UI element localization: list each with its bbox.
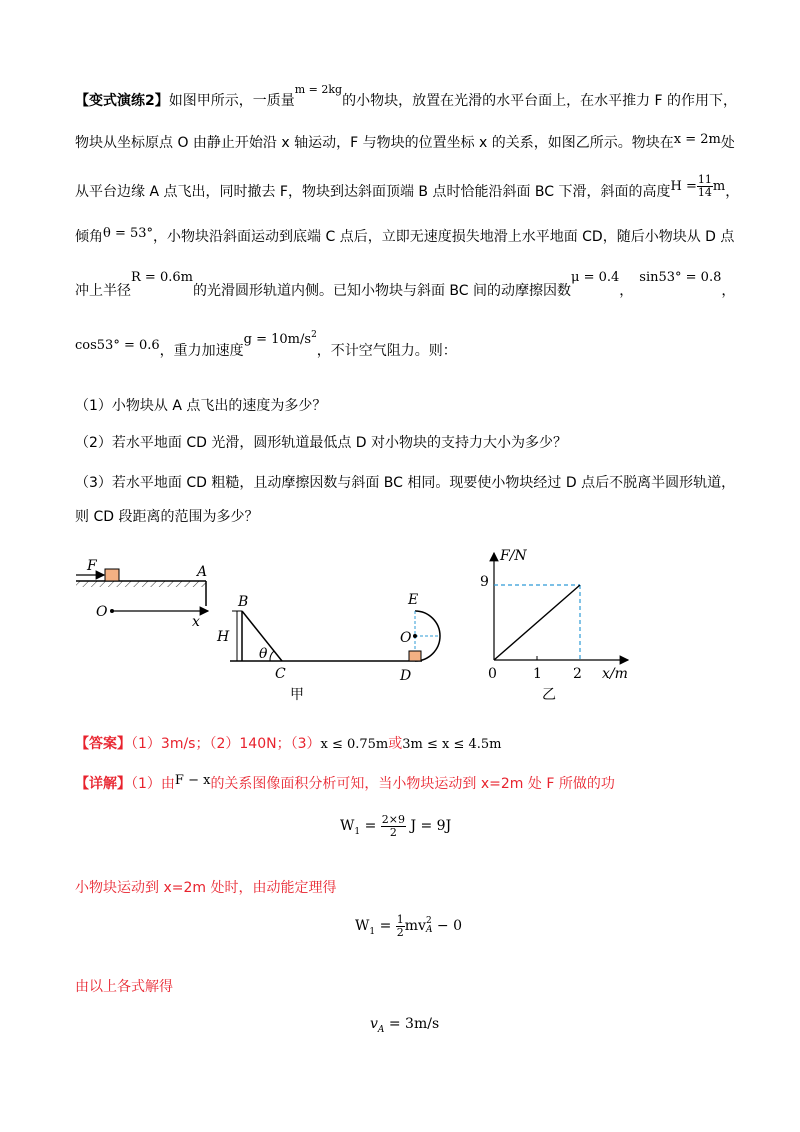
label-D: D [400,668,412,684]
label-B: B [238,594,249,610]
problem-tag: 【变式演练2】 [75,93,169,109]
plot-area [494,585,580,660]
block-d [409,651,421,661]
tick-x-1: 1 [533,666,542,682]
series-line [494,585,580,660]
answer-line: 【答案】（1）3m/s；（2）140N；（3）x ≤ 0.75m或3m ≤ x ≤ 4.5m [75,736,502,752]
label-C: C [275,666,286,682]
y-axis-label: F/N [500,548,527,564]
platform-hatch [76,581,206,587]
figure-yi [470,545,640,685]
equation-2: $W_1$ = $\frac{1}{2}$ mv 2 A − 0 [355,913,462,939]
equation-1: $W_1$ = $\frac{2\times 9}{2}$ J = 9J [340,813,452,839]
equation-3: $v_A = 3m/s$ [370,1016,440,1035]
question-3-cont: 则 CD 段距离的范围为多少？ [75,509,259,525]
problem-line-6: cos53° = 0.6，重力加速度$g = 10m/s^2$，不计空气阻力。则： [75,330,457,359]
question-3: （3）若水平地面 CD 粗糙，且动摩擦因数与斜面 BC 相同。现要使小物块经过 D 点后不脱离半圆形轨道， [75,475,736,491]
theta-arc [270,651,274,661]
problem-line-5: 冲上半径R = 0.6m的光滑圆形轨道内侧。已知小物块与斜面 BC 间的动摩擦因数μ = 0.4，sin53° = 0.8， [75,270,736,299]
label-O: O [96,604,108,620]
caption-jia: 甲 [290,687,304,703]
detail-line-1: 【详解】（1）由F − x的关系图像面积分析可知，当小物块运动到 x=2m 处 F 所做的功 [75,773,615,792]
label-A: A [197,564,208,580]
x-axis-label: x/m [602,666,628,682]
detail-line-2: 小物块运动到 x=2m 处时，由动能定理得 [75,880,337,896]
question-1: （1）小物块从 A 点飞出的速度为多少？ [75,398,327,414]
problem-line-3: 从平台边缘 A 点飞出，同时撤去 F，物块到达斜面顶端 B 点时恰能沿斜面 BC 下滑，斜面的高度H = $\frac{11}{14}$ m， [75,173,740,201]
answer-label: 【答案】 [75,736,131,752]
problem-line-1: 【变式演练2】如图甲所示，一质量$^{m = 2kg}$的小物块，放置在光滑的水平台面上，在水平推力 F 的作用下， [75,83,738,109]
label-F: F [87,558,97,574]
tick-x-2: 2 [573,666,582,682]
label-O2: O [400,630,412,646]
center-dot [413,634,417,638]
detail-line-3: 由以上各式解得 [75,979,173,995]
height-fraction: $\frac{11}{14}$ [697,173,712,199]
block [105,569,119,581]
question-2: （2）若水平地面 CD 光滑，圆形轨道最低点 D 对小物块的支持力大小为多少？ [75,435,568,451]
label-E: E [408,592,419,608]
mass-value: m = 2kg [294,83,343,96]
problem-line-2: 物块从坐标原点 O 由静止开始沿 x 轴运动，F 与物块的位置坐标 x 的关系，如图乙所示。物块在x = 2m处 [75,132,735,151]
figure-jia [60,550,460,685]
label-H: H [217,629,230,645]
tick-y-9: 9 [480,574,489,590]
label-theta: θ [259,646,268,662]
caption-yi: 乙 [542,687,556,703]
tick-x-0: 0 [488,666,497,682]
problem-line-4: 倾角θ = 53°，小物块沿斜面运动到底端 C 点后，立即无速度损失地滑上水平地面 CD，随后小物块从 D 点 [75,226,735,245]
detail-label: 【详解】 [75,776,131,792]
label-x: x [192,614,200,630]
